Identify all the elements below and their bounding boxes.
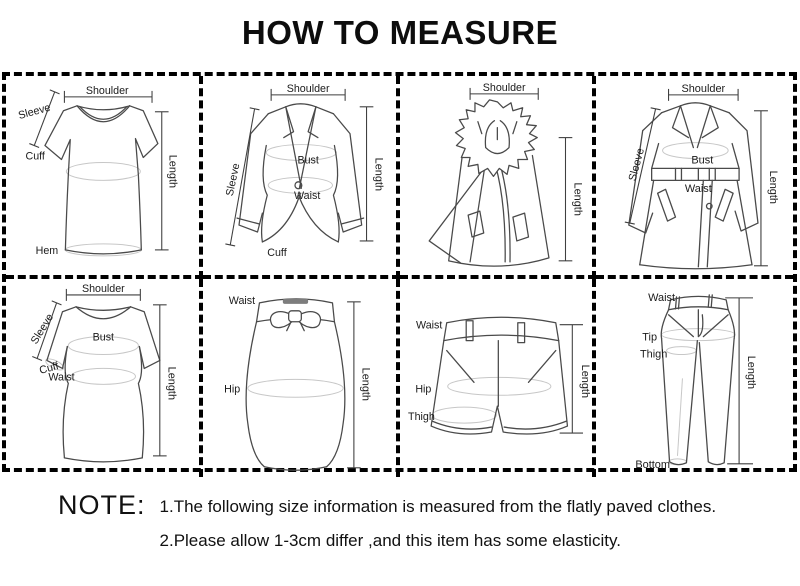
sleeve-measure	[625, 108, 661, 224]
waist-label: Waist	[415, 319, 442, 332]
garment-outline	[45, 106, 158, 256]
garment-outline	[661, 295, 735, 465]
thigh-line	[432, 407, 496, 423]
shoulder-measure	[66, 283, 140, 301]
thigh-label: Thigh	[640, 348, 668, 361]
waistband	[669, 296, 729, 309]
cuff-label: Cuff	[25, 150, 45, 163]
pocket-right	[512, 213, 528, 241]
shoulder-measure	[64, 85, 152, 103]
garment-outline	[429, 100, 549, 266]
pants-illustration	[596, 279, 793, 478]
cell-dress	[6, 279, 203, 478]
length-measure	[153, 305, 177, 456]
note-line-1: 1.The following size information is measured from the flatly paved clothes.	[159, 497, 717, 516]
tip-label: Tip	[642, 331, 658, 344]
length-measure	[347, 302, 371, 468]
hem-label: Hem	[35, 244, 59, 257]
bust-label: Bust	[297, 154, 319, 167]
waist-label: Waist	[228, 294, 255, 307]
waistband	[443, 317, 558, 340]
pocket-right	[715, 189, 733, 221]
hip-label: Hip	[414, 382, 431, 396]
cell-skirt	[203, 279, 400, 478]
garment-outline	[44, 307, 160, 462]
length-label: Length	[578, 364, 591, 398]
page-title: HOW TO MEASURE	[241, 14, 559, 51]
sleeve-measure	[224, 108, 259, 246]
belt	[652, 168, 739, 180]
length-label: Length	[372, 157, 384, 192]
garment-outline	[237, 104, 364, 242]
tshirt-illustration	[6, 76, 199, 275]
dress-illustration	[6, 279, 199, 478]
trench-illustration	[596, 76, 793, 275]
cell-shorts	[400, 279, 597, 478]
sleeve-label: Sleeve	[626, 146, 648, 183]
note-label: NOTE:	[58, 490, 146, 520]
shoulder-measure	[669, 83, 739, 101]
fly-line	[699, 310, 703, 337]
shoulder-measure	[271, 83, 345, 101]
shoulder-measure	[470, 82, 538, 100]
hip-label: Hip	[223, 382, 240, 396]
bust-label: Bust	[92, 331, 115, 344]
garment-outline	[246, 299, 345, 470]
hip-line	[248, 379, 343, 397]
length-label: Length	[767, 170, 780, 204]
cuff-label: Cuff	[38, 359, 60, 377]
shoulder-label: Shoulder	[286, 82, 330, 95]
crease-line	[678, 378, 683, 456]
bust-label: Bust	[691, 154, 714, 167]
sleeve-label: Sleeve	[223, 162, 243, 198]
shoulder-label: Shoulder	[482, 81, 526, 94]
skirt-illustration	[203, 279, 396, 478]
length-label: Length	[359, 367, 372, 401]
length-label: Length	[166, 154, 179, 189]
pocket-left	[658, 189, 676, 221]
cell-cape	[400, 76, 597, 279]
shoulder-label: Shoulder	[85, 84, 129, 97]
waistband-bar	[283, 299, 308, 304]
length-measure	[558, 138, 582, 261]
sleeve-label: Sleeve	[17, 101, 52, 122]
note-section	[58, 492, 788, 551]
cell-pants	[596, 279, 793, 478]
shoulder-label: Shoulder	[681, 82, 726, 95]
waist-label: Waist	[48, 370, 75, 384]
cuff-label: Cuff	[267, 246, 287, 259]
length-measure	[754, 111, 779, 266]
bust-line	[66, 162, 140, 180]
sleeve-label: Sleeve	[28, 311, 57, 347]
waist-label: Waist	[293, 190, 321, 203]
cell-tshirt	[6, 76, 203, 279]
length-measure	[559, 324, 590, 432]
waist-label: Waist	[685, 183, 713, 196]
length-label: Length	[165, 366, 178, 400]
thigh-label: Thigh	[407, 410, 435, 423]
right-leg	[700, 338, 735, 464]
note-line-2: 2.Please allow 1-3cm differ ,and this item has some elasticity.	[159, 531, 621, 550]
length-measure	[155, 112, 179, 250]
bottom-label: Bottom	[635, 458, 671, 471]
measure-grid	[2, 72, 797, 472]
shorts-illustration	[400, 279, 593, 478]
blazer-illustration	[203, 76, 396, 275]
garment-outline	[431, 317, 567, 434]
belt-loop-right	[517, 322, 524, 342]
fur-hood	[455, 100, 537, 177]
hip-line	[447, 377, 550, 395]
note-lines	[160, 492, 717, 551]
bow-knot	[288, 311, 301, 322]
length-label: Length	[570, 182, 583, 216]
shoulder-label: Shoulder	[81, 282, 125, 295]
cell-trench	[596, 76, 793, 279]
waist-line	[71, 368, 135, 384]
cape-illustration	[400, 76, 593, 275]
bow-tails	[286, 322, 304, 330]
length-label: Length	[745, 355, 758, 389]
length-measure	[359, 107, 383, 241]
cape-flap	[429, 167, 484, 262]
belt-buckle	[676, 168, 716, 180]
waist-label: Waist	[648, 291, 676, 304]
cell-blazer	[203, 76, 400, 279]
thigh-line	[667, 346, 697, 354]
sleeve-measure	[17, 90, 59, 148]
length-measure	[725, 298, 757, 464]
